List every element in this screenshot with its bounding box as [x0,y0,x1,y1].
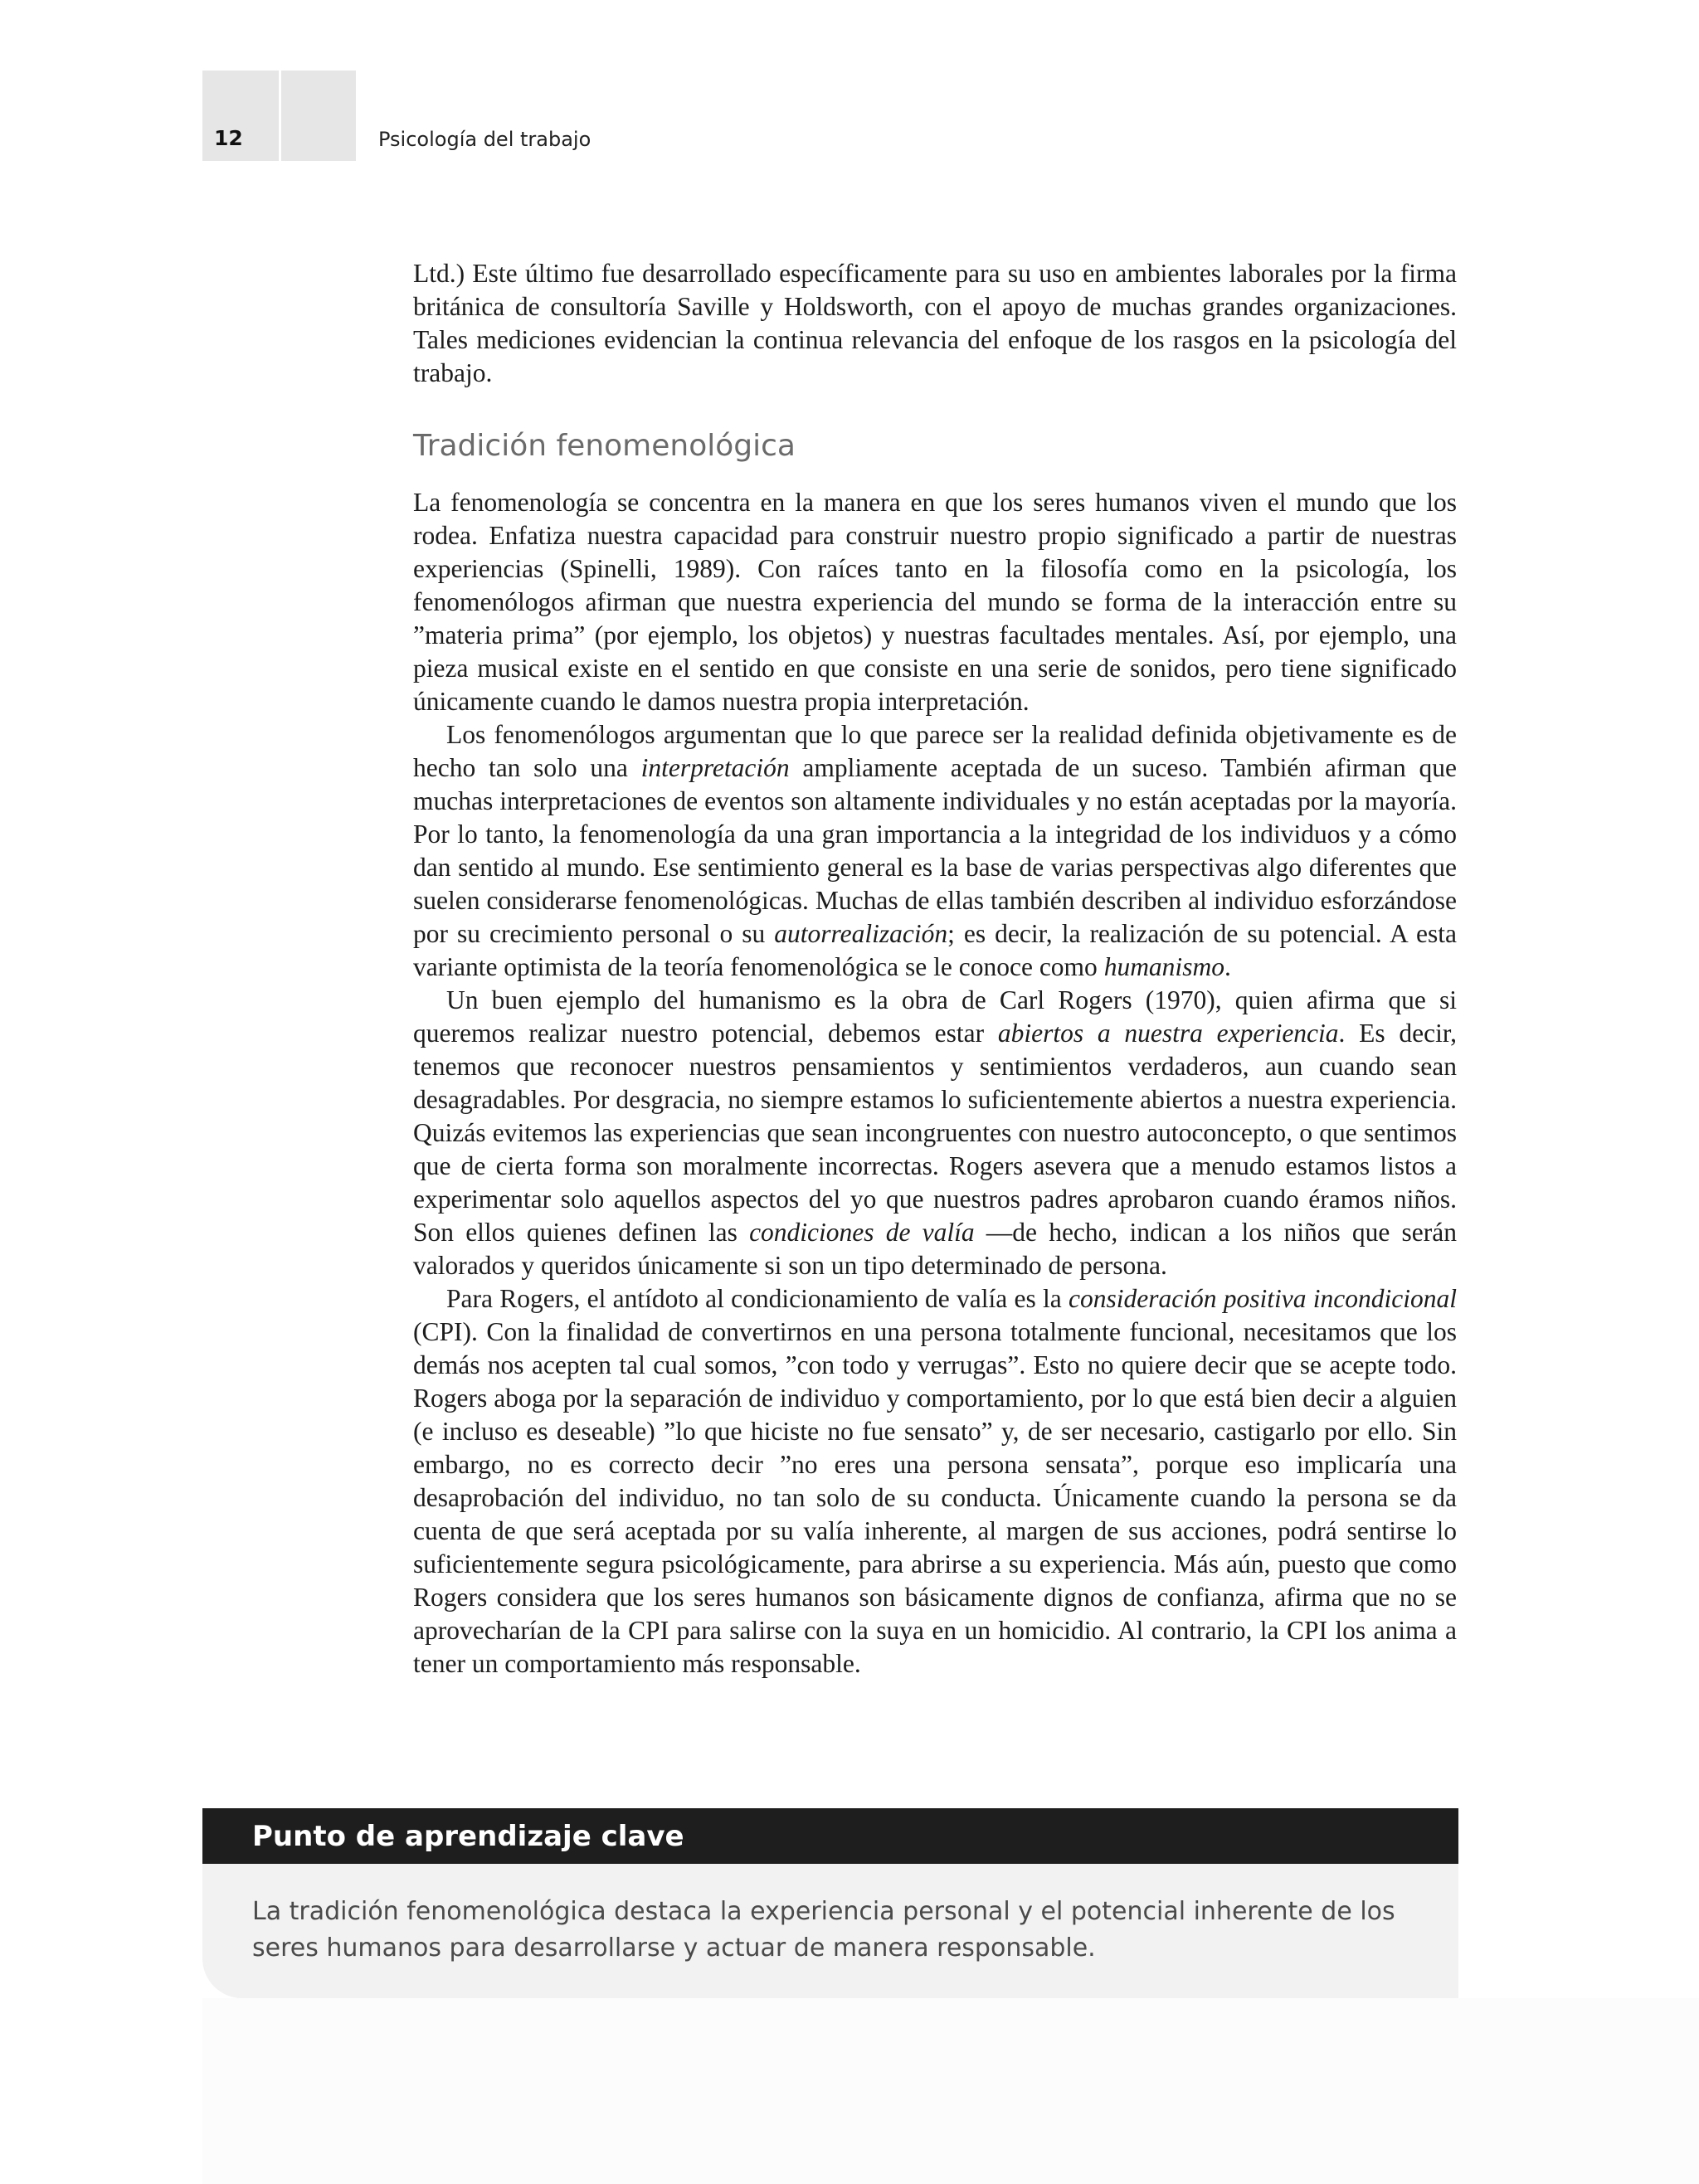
paragraph-3-emphasis-1: abiertos a nuestra experiencia [997,1019,1339,1048]
paragraph-2-text-b: ampliamente aceptada de un suceso. También afirman que muchas interpretaciones de eventos son altamente individuales y no están aceptadas por la mayoría. Por lo tanto, la fenomenología da una gran importancia a la integridad de los individuos y a cómo dan sentido al mundo. Ese sentimiento general es la base de varias perspectivas algo diferentes que suelen considerarse fenomenológicas. Muchas de ellas también describen al individuo esforzándose por su crecimiento personal o su [413,753,1458,948]
paragraph-3-text-a: Un buen ejemplo del humanismo es la obra de Carl Rogers (1970), quien afirma que si queremos realizar nuestro potencial, debemos estar [413,985,1457,1048]
paragraph-2-text-d: . [1224,952,1231,981]
paragraph-2 [413,718,1457,984]
paragraph-4-text-b: (CPI). Con la finalidad de convertirnos en una persona totalmente funcional, necesitamos que los demás nos acepten tal cual somos, ”con todo y verrugas”. Esto no quiere decir que se acepte todo. Rogers aboga por la separación de individuo y comportamiento, por lo que está bien decir a alguien (e incluso es deseable) ”lo que hiciste no fue sensato” y, de ser necesario, castigarlo por ello. Sin embargo, no es correcto decir ”no eres una persona sensata”, porque eso implicaría una desaprobación del individuo, no tan solo de su conducta. Únicamente cuando la persona se da cuenta de que será aceptada por su valía inherente, al margen de sus acciones, podrá sentirse lo suficientemente segura psicológicamente, para abrirse a su experiencia. Más aún, puesto que como Rogers considera que los seres humanos son básicamente dignos de confianza, afirma que no se aprovecharían de la CPI para salirse con la suya en un homicidio. Al contrario, la CPI los anima a tener un comportamiento más responsable. [413,1317,1457,1678]
paragraph-3-text-b: . Es decir, tenemos que reconocer nuestros pensamientos y sentimientos verdaderos, aun cuando sean desagradables. Por desgracia, no siempre estamos lo suficientemente abiertos a nuestra experiencia. Quizás evitemos las experiencias que sean incongruentes con nuestro autoconcepto, o que sentimos que de cierta forma son moralmente incorrectas. Rogers asevera que a menudo estamos listos a experimentar solo aquellos aspectos del yo que nuestros padres aprobaron cuando éramos niños. Son ellos quienes definen las [413,1019,1457,1247]
paragraph-2-text-c: ; es decir, la realización de su potencial. A esta variante optimista de la teoría fenomenológica se le conoce como [413,919,1457,981]
paragraph-3-text-c: —de hecho, indican a los niños que serán valorados y queridos únicamente si son un tipo determinado de persona. [413,1218,1458,1280]
paragraph-2-emphasis-1: interpretación [640,753,790,782]
key-point-title: Punto de aprendizaje clave [252,1820,684,1853]
key-point-box [202,1864,1458,1998]
paragraph-2-emphasis-3: humanismo [1103,952,1224,981]
key-point-header [202,1808,1458,1864]
paragraph-4-emphasis-1: consideración positiva incondicional [1069,1284,1457,1313]
intro-paragraph: Ltd.) Este último fue desarrollado específicamente para su uso en ambientes laborales por la firma británica de consultoría Saville y Holdsworth, con el apoyo de muchas grandes organizaciones. Tales mediciones evidencian la continua relevancia del enfoque de los rasgos en la psicología del trabajo. [413,259,1457,387]
running-head: Psicología del trabajo [378,128,591,151]
paragraph-4 [413,1282,1457,1681]
paragraph-3-emphasis-2: condiciones de valía [749,1218,975,1247]
page-number: 12 [214,126,243,150]
section-heading: Tradición fenomenológica [413,429,796,463]
paragraph-4-text-a: Para Rogers, el antídoto al condicionamiento de valía es la [446,1284,1069,1313]
paragraph-2-emphasis-2: autorrealización [774,919,948,948]
paragraph-3 [413,984,1457,1282]
page-bottom-shade [202,1998,1699,2184]
paragraph-1: La fenomenología se concentra en la manera en que los seres humanos viven el mundo que los rodea. Enfatiza nuestra capacidad para construir nuestro propio significado a partir de nuestras experiencias (Spinelli, 1989). Con raíces tanto en la filosofía como en la psicología, los fenomenólogos afirman que nuestra experiencia del mundo se forma de la interacción entre su ”materia prima” (por ejemplo, los objetos) y nuestras facultades mentales. Así, por ejemplo, una pieza musical existe en el sentido en que consiste en una serie de sonidos, pero tiene significado únicamente cuando le damos nuestra propia interpretación. [413,488,1457,716]
key-point-text: La tradición fenomenológica destaca la experiencia personal y el potencial inherente de los seres humanos para desarrollarse y actuar de manera responsable. [252,1897,1395,1963]
header-tab [281,71,356,161]
paragraph-2-text-a: Los fenomenólogos argumentan que lo que parece ser la realidad definida objetivamente es de hecho tan solo una [413,720,1457,782]
body-text [413,257,1457,1681]
